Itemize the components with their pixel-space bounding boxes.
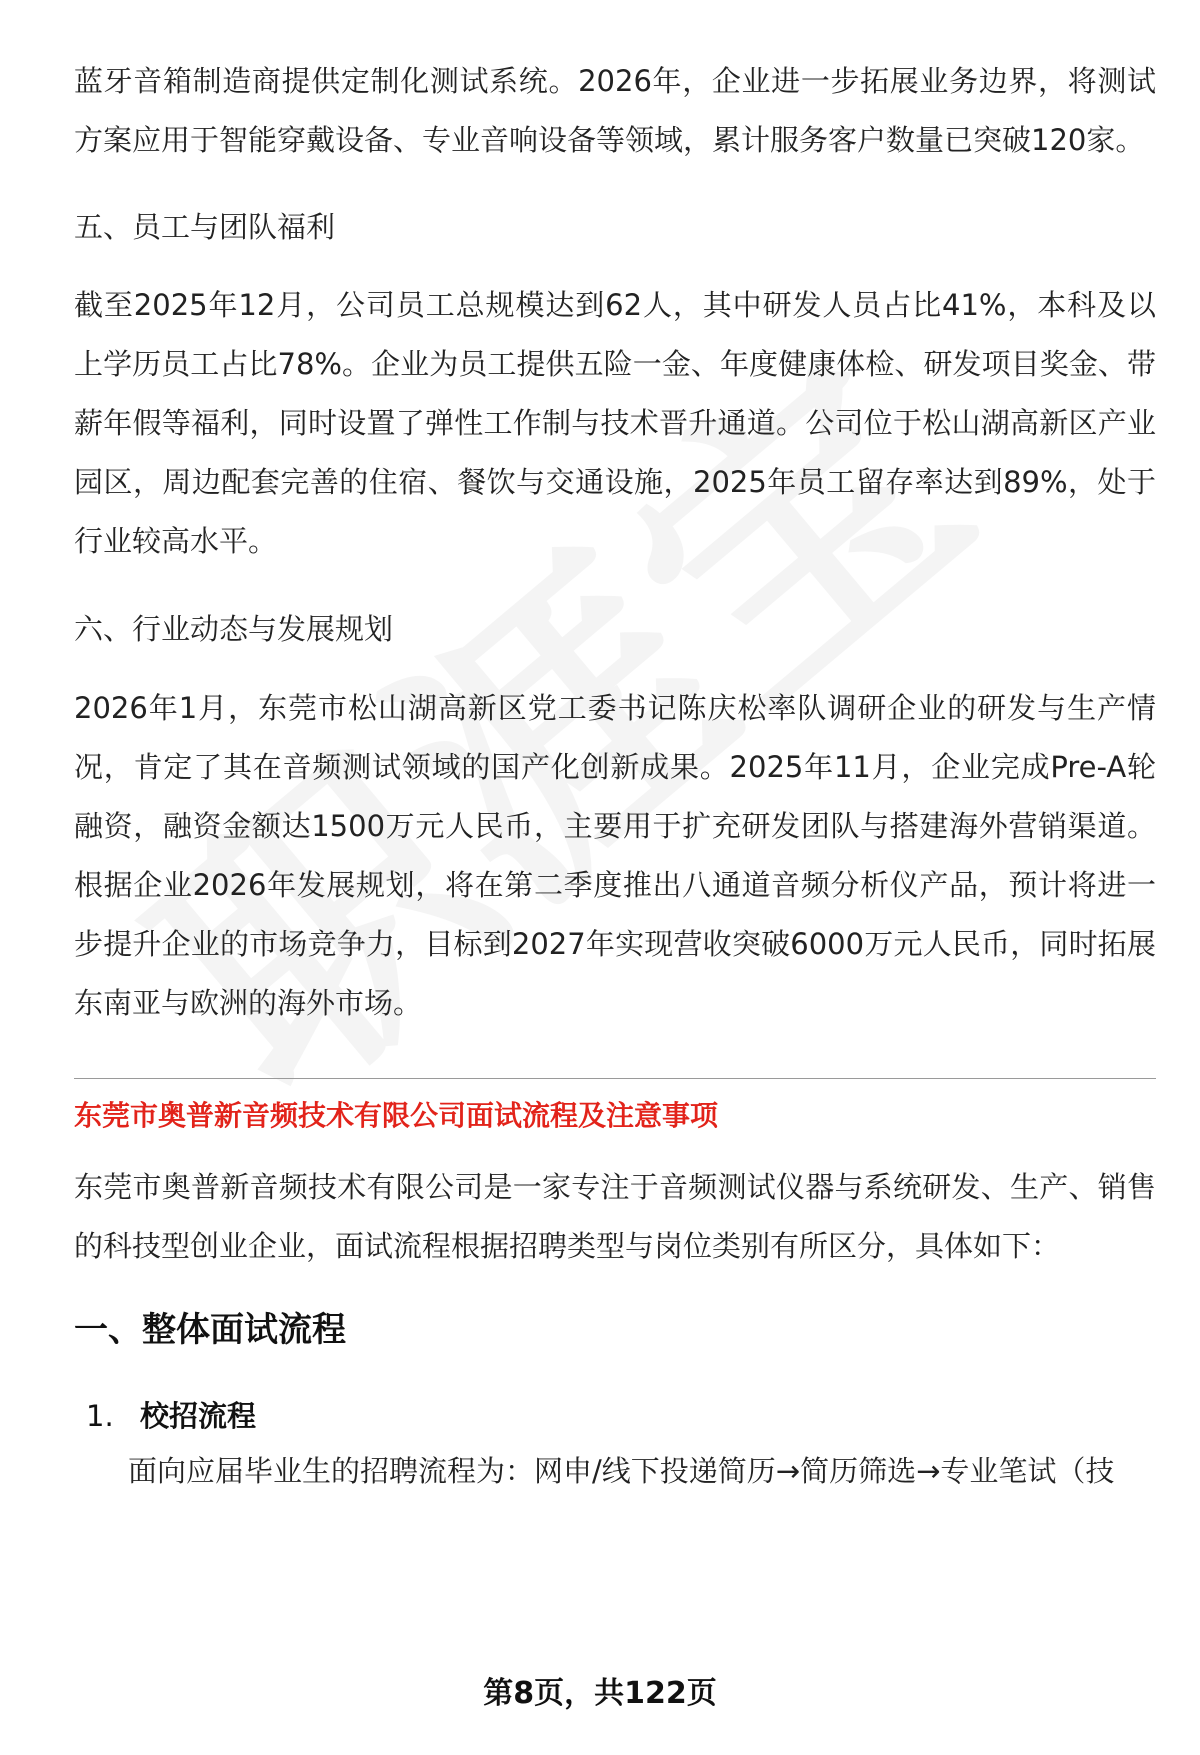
- section-heading-industry: 六、行业动态与发展规划: [74, 612, 394, 646]
- item-label: 校招流程: [140, 1399, 257, 1433]
- page-content: [74, 52, 1156, 1501]
- interview-intro: 东莞市奥普新音频技术有限公司是一家专注于音频测试仪器与系统研发、生产、销售的科技型创业企业，面试流程根据招聘类型与岗位类别有所区分，具体如下：: [74, 1170, 1156, 1263]
- page-number-footer: 第8页，共122页: [483, 1676, 717, 1711]
- interview-title: 东莞市奥普新音频技术有限公司面试流程及注意事项: [74, 1099, 719, 1132]
- section-heading-benefits: 五、员工与团队福利: [74, 210, 336, 244]
- campus-recruitment-item: [74, 1392, 1156, 1440]
- campus-recruitment-text: 面向应届毕业生的招聘流程为：网申/线下投递简历→简历筛选→专业笔试（技: [128, 1454, 1115, 1488]
- item-number: 1.: [86, 1399, 114, 1433]
- benefits-paragraph: 截至2025年12月，公司员工总规模达到62人，其中研发人员占比41%，本科及以上学历员工占比78%。企业为员工提供五险一金、年度健康体检、研发项目奖金、带薪年假等福利，同时设置了弹性工作制与技术晋升通道。公司位于松山湖高新区产业园区，周边配套完善的住宿、餐饮与交通设施，2025年员工留存率达到89%，处于行业较高水平。: [74, 288, 1156, 558]
- interview-process-heading: 一、整体面试流程: [74, 1310, 346, 1350]
- intro-paragraph: 蓝牙音箱制造商提供定制化测试系统。2026年，企业进一步拓展业务边界，将测试方案应用于智能穿戴设备、专业音响设备等领域，累计服务客户数量已突破120家。: [74, 64, 1156, 157]
- industry-paragraph: 2026年1月，东莞市松山湖高新区党工委书记陈庆松率队调研企业的研发与生产情况，肯定了其在音频测试领域的国产化创新成果。2025年11月，企业完成Pre-A轮融资，融资金额达1500万元人民币，主要用于扩充研发团队与搭建海外营销渠道。根据企业2026年发展规划，将在第二季度推出八通道音频分析仪产品，预计将进一步提升企业的市场竞争力，目标到2027年实现营收突破6000万元人民币，同时拓展东南亚与欧洲的海外市场。: [74, 691, 1156, 1020]
- section-divider: [74, 1078, 1156, 1079]
